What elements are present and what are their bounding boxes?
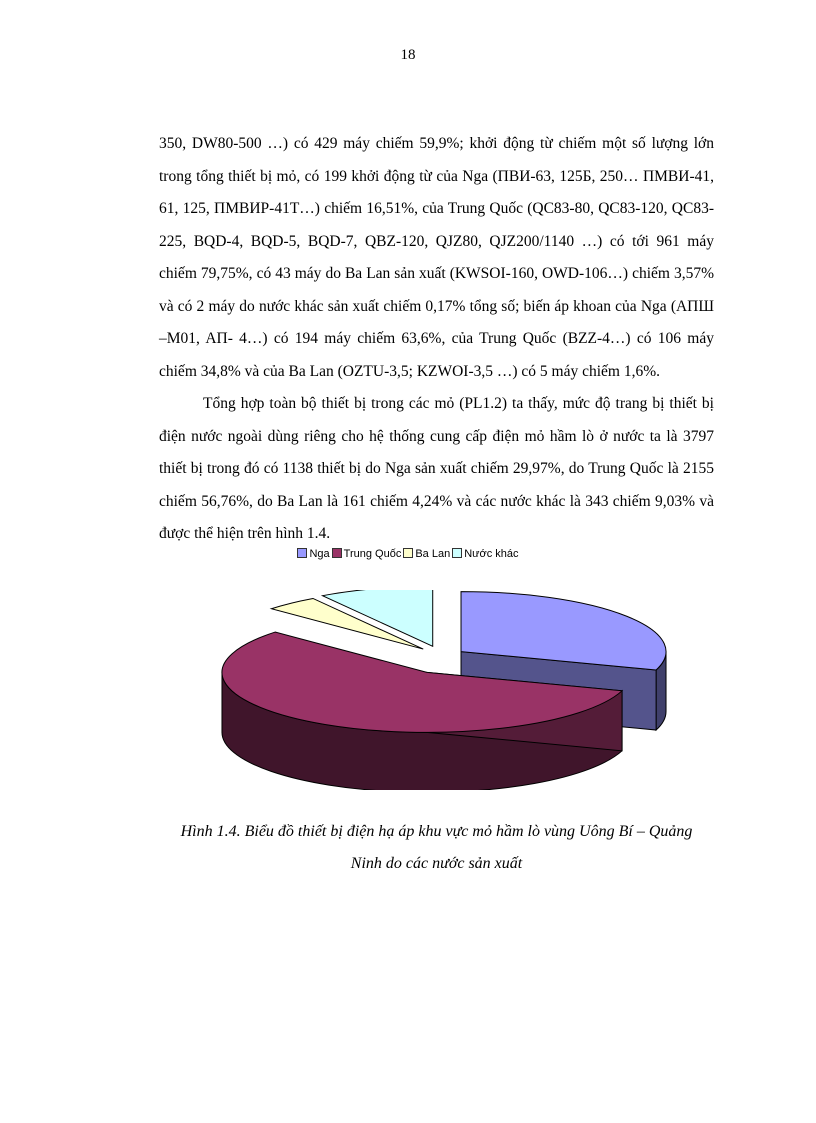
page-number: 18 [400, 47, 416, 63]
legend-label: Nước khác [464, 548, 519, 560]
legend-item [297, 548, 329, 560]
legend-item [403, 548, 450, 560]
legend-swatch [403, 548, 413, 558]
body-text [159, 128, 714, 551]
figure-caption [159, 816, 714, 880]
legend-label: Ba Lan [415, 548, 451, 560]
legend-item [332, 548, 402, 560]
pie-chart [220, 590, 690, 790]
legend-swatch [332, 548, 342, 558]
legend-swatch [452, 548, 462, 558]
chart-legend [0, 548, 816, 560]
legend-label: Nga [309, 548, 330, 560]
legend-swatch [297, 548, 307, 558]
caption-line-2: Ninh do các nước sản xuất [350, 855, 523, 872]
paragraph-1: 350, DW80-500 …) có 429 máy chiếm 59,9%; khởi động từ chiếm một số lượng lớn trong tổng thiết bị mỏ, có 199 khởi động từ của Nga (ПВИ-63, 125Б, 250… ПМВИ-41, 61, 125, ПМВИР-41T…) chiếm 16,51%, của Trung Quốc (QC83-80, QC83-120, QC83-225, BQD-4, BQD-5, BQD-7, QBZ-120, QJZ80, QJZ200/1140 …) có tới 961 máy chiếm 79,75%, có 43 máy do Ba Lan sản xuất (KWSOI-160, OWD-106…) chiếm 3,57% và có 2 máy do nước khác sản xuất chiếm 0,17% tổng số; biến áp khoan của Nga (AПШ –M01, AП- 4…) có 194 máy chiếm 63,6%, của Trung Quốc (BZZ-4…) có 106 máy chiếm 34,8% và của Ba Lan (OZTU-3,5; KZWOI-3,5 …) có 5 máy chiếm 1,6%. [159, 135, 714, 380]
legend-item [452, 548, 518, 560]
legend-label: Trung Quốc [343, 548, 402, 560]
caption-line-1: Hình 1.4. Biểu đồ thiết bị điện hạ áp khu vực mỏ hầm lò vùng Uông Bí – Quảng [180, 823, 693, 840]
paragraph-2: Tổng hợp toàn bộ thiết bị trong các mỏ (PL1.2) ta thấy, mức độ trang bị thiết bị điện nước ngoài dùng riêng cho hệ thống cung cấp điện mỏ hầm lò ở nước ta là 3797 thiết bị trong đó có 1138 thiết bị do Nga sản xuất chiếm 29,97%, do Trung Quốc là 2155 chiếm 56,76%, do Ba Lan là 161 chiếm 4,24% và các nước khác là 343 chiếm 9,03% và được thể hiện trên hình 1.4. [159, 395, 714, 542]
